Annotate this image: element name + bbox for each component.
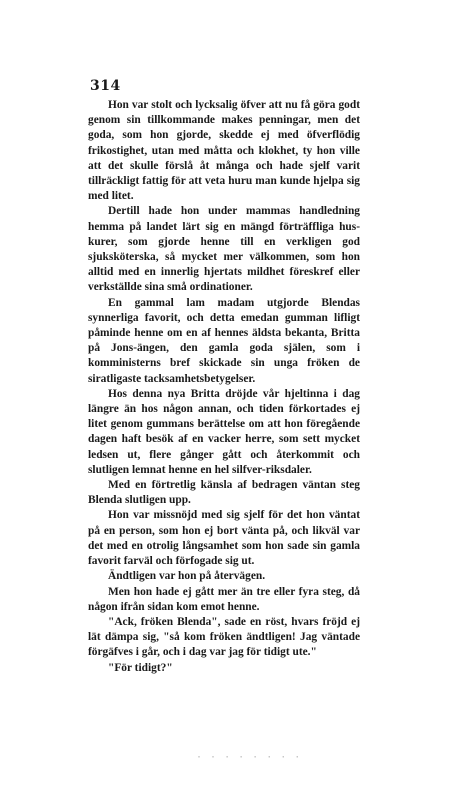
paragraph: Hos denna nya Britta dröjde vår hjeltinna i dag längre än hos någon annan, och tiden förkortades ej litet genom gummans berättelse om att hon föregående dagen haft besök af en vacker herre, som sett mycket ledsen ut, flere gånger gått och återkommit och slutligen lemnat henne en hel silfver-riksdaler. [88,387,360,476]
paragraph: "Ack, fröken Blenda", sade en röst, hvars fröjd ej lät dämpa sig, "så kom fröken ändtligen! Jag väntade förgäfves i går, och i dag var jag för tidigt ute." [88,615,360,659]
paragraph: Hon var stolt och lycksalig öfver att nu få göra godt genom sin tillkommande makes penningar, men det goda, som hon gjorde, skedde ej med öfverflödig frikostighet, utan med måtta och klokhet, ty hon ville att det skulle förslå åt många och hade sjelf varit tillräckligt fattig för att veta huru man kunde hjelpa sig med litet. [88,99,360,203]
scan-artifact-dots: · · · · · · · · [196,752,302,763]
paragraph: En gammal lam madam utgjorde Blendas synnerliga favorit, och detta emedan gumman lifligt påminde henne om en af hennes äldsta bekanta, Britta på Jons-ängen, den gamla goda själen, som i komministerns bref skickade sin unga fröken de siratligaste tacksamhetsbetygelser. [88,296,360,385]
paragraph: "För tidigt?" [108,661,173,674]
paragraph: Men hon hade ej gått mer än tre eller fyra steg, då någon ifrån sidan kom emot henne. [88,585,360,613]
paragraph: Hon var missnöjd med sig sjelf för det hon väntat på en person, som hon ej bort vänta på, och likväl var det med en otrolig långsamhet som hon sade sin gamla favorit farväl och förfogade sig ut. [88,509,360,568]
page-number: 314 [90,78,121,94]
paragraph: Med en förtretlig känsla af bedragen väntan steg Blenda slutligen upp. [88,479,360,507]
paragraph: Ändtligen var hon på återvägen. [108,570,266,583]
body-text [88,98,360,676]
paragraph: Dertill hade hon under mammas handledning hemma på landet lärt sig en mängd förträffliga hus-kurer, som gjorde henne till en verkligen god sjuksköterska, så mycket mer välkommen, som hon alltid med en innerlig hjertats mildhet föreskref eller verkställde sina små ordinationer. [88,205,360,294]
